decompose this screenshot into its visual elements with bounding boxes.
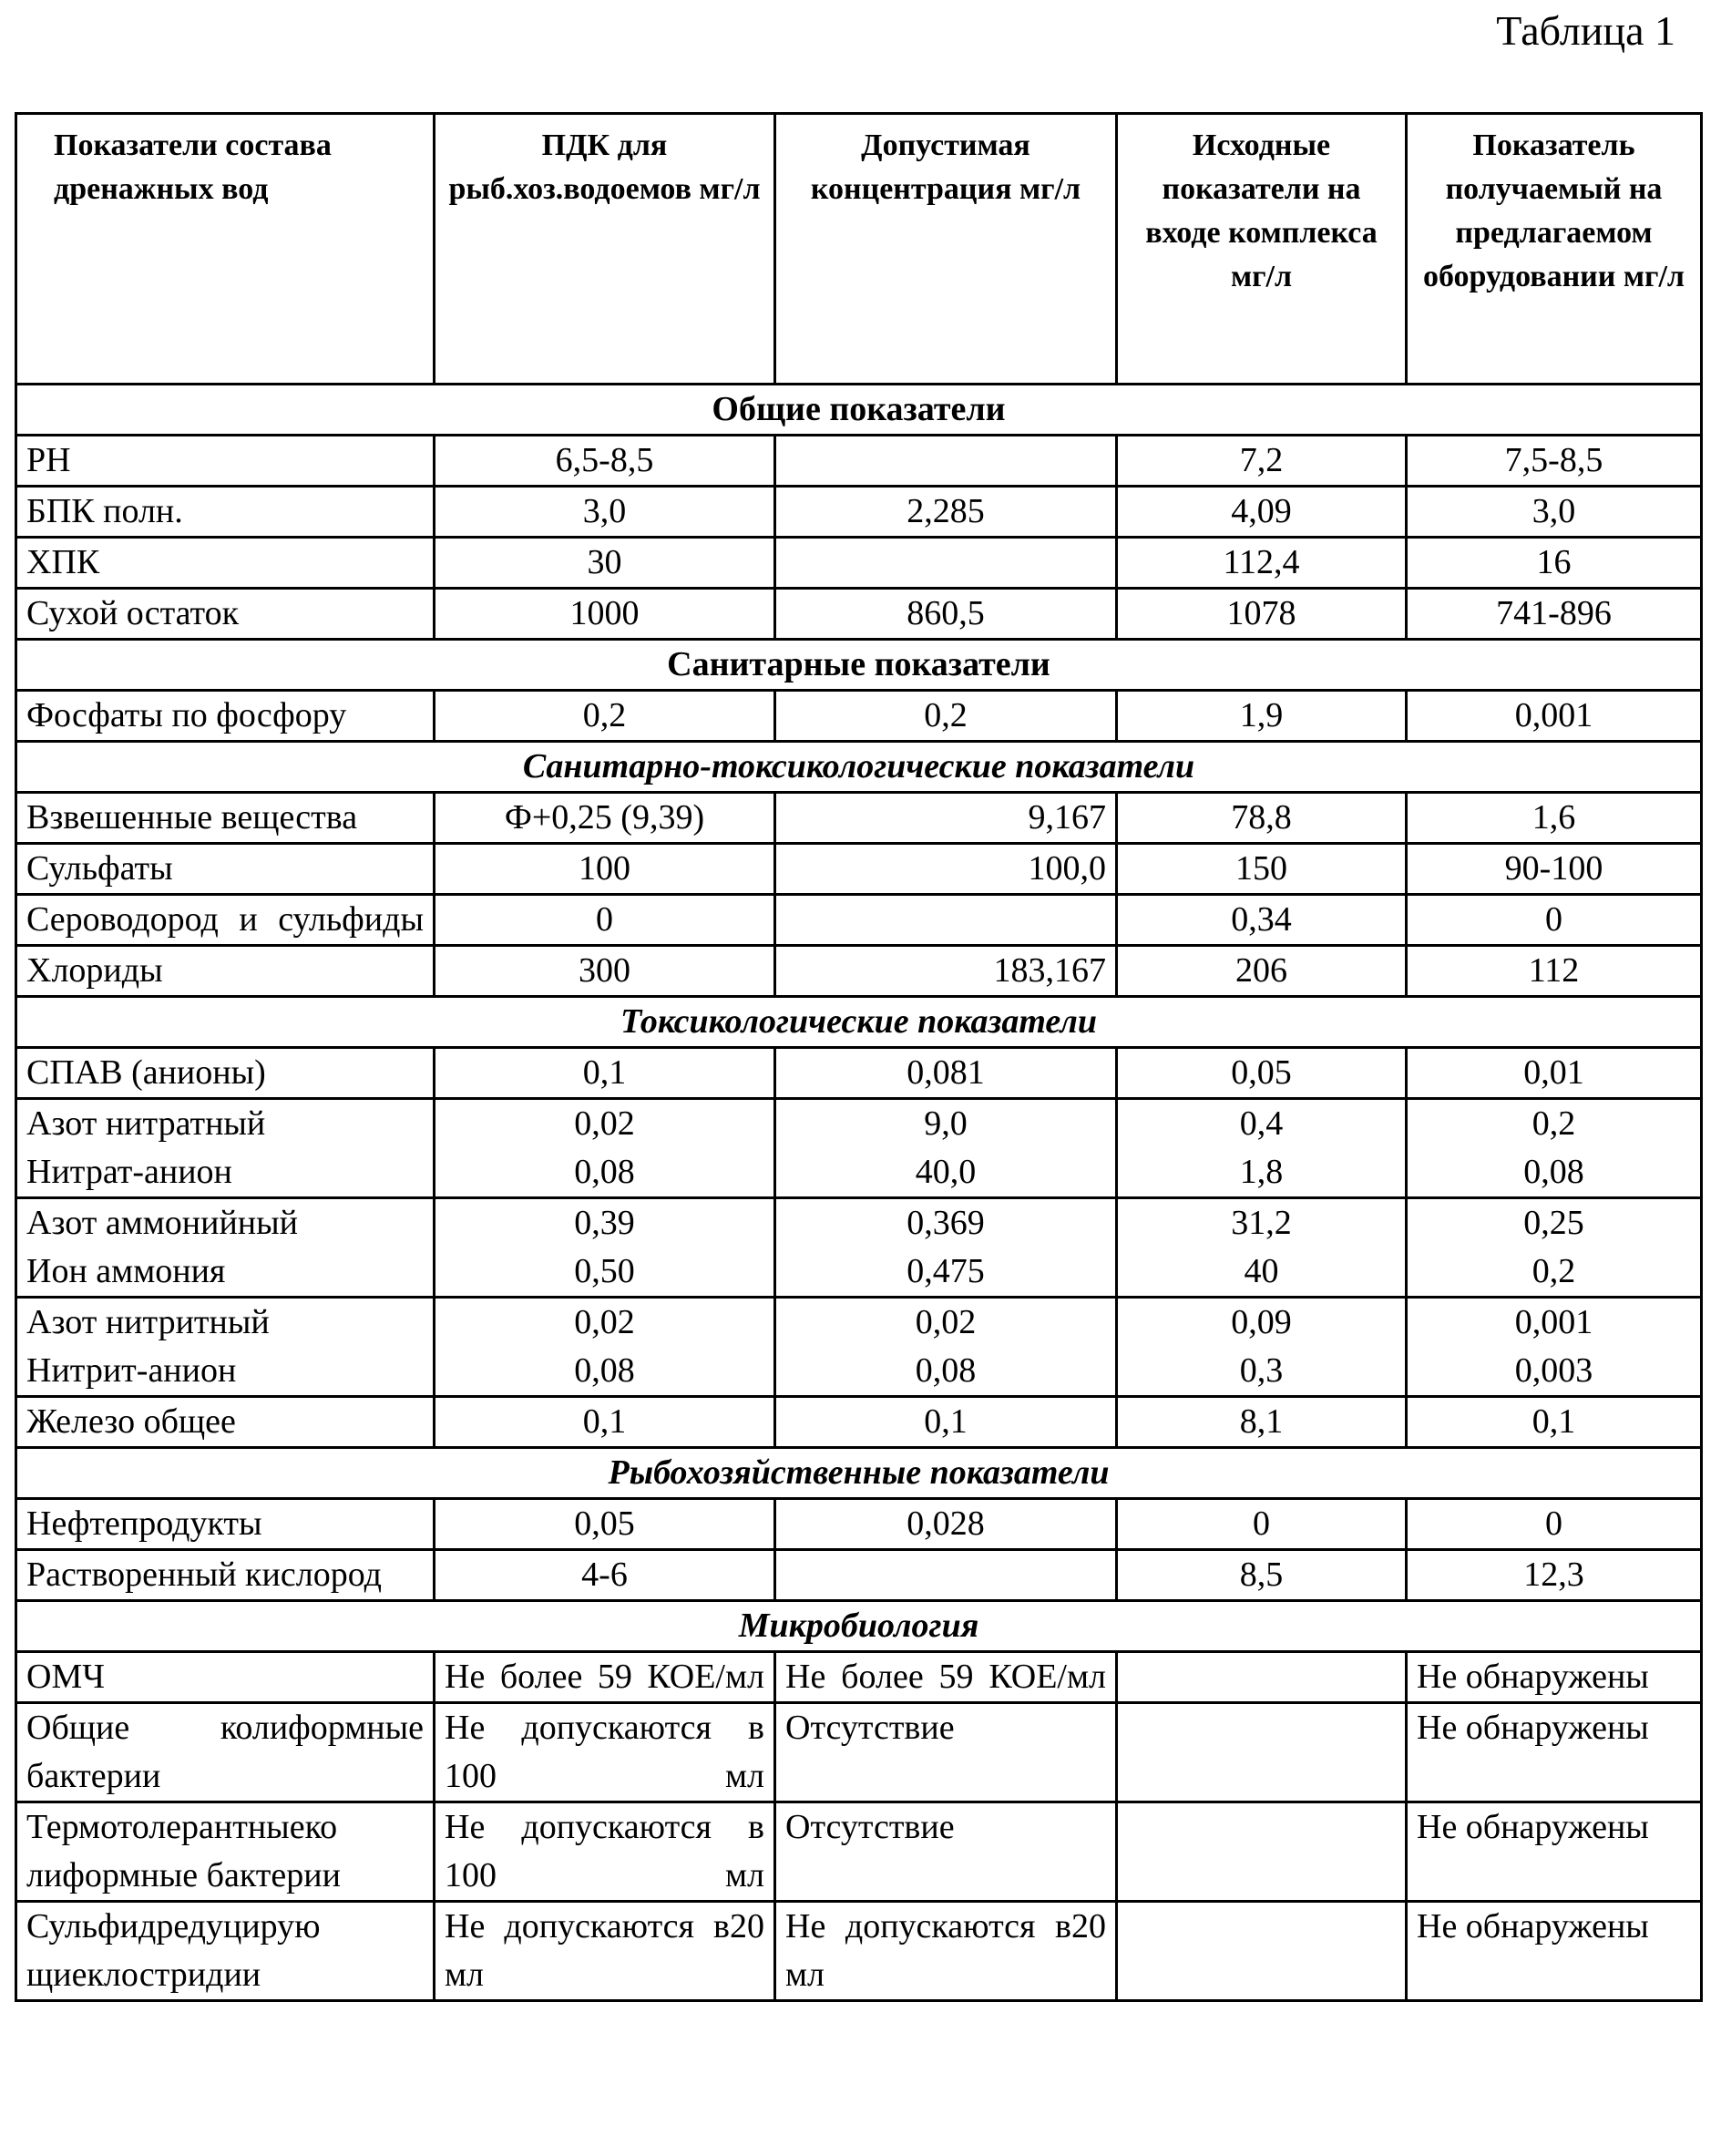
cell-mpc: 0,2 [435, 691, 775, 742]
water-quality-table [15, 112, 1703, 2002]
row-label-line: Нитрат-анион [26, 1153, 232, 1191]
column-header-result: Показатель получаемый на предлагаемом оборудовании мг/л [1407, 114, 1702, 385]
row-label [16, 1298, 435, 1397]
table-row [16, 487, 1702, 538]
cell-result: Не обнаружены [1407, 1703, 1702, 1802]
cell-value: 0,369 [907, 1204, 985, 1242]
section-fishery: Рыбохозяйственные показатели [16, 1448, 1702, 1499]
cell-allowed [775, 895, 1117, 946]
row-label-line: Азот нитратный [26, 1104, 266, 1143]
table-row [16, 895, 1702, 946]
cell-result: Не обнаружены [1407, 1802, 1702, 1902]
cell-result: 90-100 [1407, 844, 1702, 895]
cell-result: 7,5-8,5 [1407, 436, 1702, 487]
cell-mpc: 3,0 [435, 487, 775, 538]
cell-value: 0,08 [574, 1351, 635, 1390]
cell-value: 31,2 [1231, 1204, 1292, 1242]
cell-allowed: 0,081 [775, 1048, 1117, 1099]
row-label-line: Азот аммонийный [26, 1204, 299, 1242]
section-row [16, 385, 1702, 436]
cell-result [1407, 1198, 1702, 1298]
cell-mpc: 0,1 [435, 1048, 775, 1099]
cell-result: 12,3 [1407, 1550, 1702, 1601]
row-label-line: Азот нитритный [26, 1303, 270, 1341]
cell-value: 0,475 [907, 1252, 985, 1290]
cell-result: 0 [1407, 1499, 1702, 1550]
cell-mpc [435, 1099, 775, 1198]
cell-initial: 1078 [1117, 589, 1407, 640]
cell-value: 0,08 [574, 1153, 635, 1191]
table-row [16, 538, 1702, 589]
column-header-initial: Исходные показатели на входе комплекса мг/л [1117, 114, 1407, 385]
cell-allowed: Отсутствие [775, 1703, 1117, 1802]
cell-mpc: Не допускаются в20 мл [435, 1902, 775, 2001]
table-row [16, 589, 1702, 640]
table-row [16, 1902, 1702, 2001]
header-row [16, 114, 1702, 385]
row-label: ОМЧ [16, 1652, 435, 1703]
table-row [16, 1499, 1702, 1550]
cell-mpc [435, 1298, 775, 1397]
cell-result: 112 [1407, 946, 1702, 997]
cell-initial [1117, 1652, 1407, 1703]
table-row [16, 691, 1702, 742]
cell-mpc: Не допускаются в 100 мл [435, 1703, 775, 1802]
cell-initial: 0,34 [1117, 895, 1407, 946]
cell-allowed: 9,167 [775, 793, 1117, 844]
cell-allowed: Не допускаются в20 мл [775, 1902, 1117, 2001]
section-row [16, 640, 1702, 691]
cell-result: 741-896 [1407, 589, 1702, 640]
cell-initial: 206 [1117, 946, 1407, 997]
cell-mpc: 4-6 [435, 1550, 775, 1601]
table-row [16, 436, 1702, 487]
section-row [16, 1601, 1702, 1652]
section-row [16, 742, 1702, 793]
row-label-line: Нитрит-анион [26, 1351, 237, 1390]
table-row [16, 793, 1702, 844]
row-label: Фосфаты по фосфору [16, 691, 435, 742]
cell-mpc: 100 [435, 844, 775, 895]
section-sanitary: Санитарные показатели [16, 640, 1702, 691]
table-row [16, 1802, 1702, 1902]
section-general: Общие показатели [16, 385, 1702, 436]
cell-initial [1117, 1298, 1407, 1397]
cell-result [1407, 1298, 1702, 1397]
row-label: Растворенный кислород [16, 1550, 435, 1601]
cell-allowed [775, 1198, 1117, 1298]
cell-value: 0,02 [574, 1104, 635, 1143]
cell-mpc: 0,1 [435, 1397, 775, 1448]
cell-allowed [775, 1099, 1117, 1198]
table-caption: Таблица 1 [1496, 7, 1675, 54]
cell-mpc: Не более 59 КОЕ/мл [435, 1652, 775, 1703]
cell-initial: 78,8 [1117, 793, 1407, 844]
cell-initial: 0,05 [1117, 1048, 1407, 1099]
cell-allowed: 860,5 [775, 589, 1117, 640]
cell-allowed: 0,028 [775, 1499, 1117, 1550]
cell-result: 16 [1407, 538, 1702, 589]
cell-allowed: 0,1 [775, 1397, 1117, 1448]
table-row [16, 1397, 1702, 1448]
cell-value: 0,4 [1239, 1104, 1284, 1143]
cell-allowed: 2,285 [775, 487, 1117, 538]
row-label: БПК полн. [16, 487, 435, 538]
cell-value: 0,25 [1523, 1204, 1584, 1242]
cell-allowed [775, 1550, 1117, 1601]
cell-value: 0,3 [1239, 1351, 1284, 1390]
cell-initial: 4,09 [1117, 487, 1407, 538]
cell-value: 0,39 [574, 1204, 635, 1242]
row-label: СПАВ (анионы) [16, 1048, 435, 1099]
cell-mpc: 300 [435, 946, 775, 997]
table-row [16, 1099, 1702, 1198]
cell-result: 0,1 [1407, 1397, 1702, 1448]
cell-mpc: 0,05 [435, 1499, 775, 1550]
row-label: Термотолерантныеко лиформные бактерии [16, 1802, 435, 1902]
cell-allowed: Не более 59 КОЕ/мл [775, 1652, 1117, 1703]
cell-initial [1117, 1099, 1407, 1198]
section-row [16, 1448, 1702, 1499]
cell-initial [1117, 1802, 1407, 1902]
cell-result: 0 [1407, 895, 1702, 946]
cell-result [1407, 1099, 1702, 1198]
table-row [16, 1703, 1702, 1802]
cell-result: Не обнаружены [1407, 1652, 1702, 1703]
cell-value: 0,08 [915, 1351, 977, 1390]
cell-mpc: 30 [435, 538, 775, 589]
row-label: Общие колиформные бактерии [16, 1703, 435, 1802]
cell-value: 9,0 [924, 1104, 968, 1143]
cell-result: 0,01 [1407, 1048, 1702, 1099]
row-label: Хлориды [16, 946, 435, 997]
cell-mpc [435, 1198, 775, 1298]
column-header-mpc: ПДК для рыб.хоз.водоемов мг/л [435, 114, 775, 385]
cell-initial: 150 [1117, 844, 1407, 895]
table-row [16, 844, 1702, 895]
row-label: ХПК [16, 538, 435, 589]
cell-value: 0,50 [574, 1252, 635, 1290]
row-label: Сероводород и сульфиды [16, 895, 435, 946]
cell-initial: 0 [1117, 1499, 1407, 1550]
row-label [16, 1198, 435, 1298]
cell-initial [1117, 1902, 1407, 2001]
table-row [16, 946, 1702, 997]
cell-allowed: 0,2 [775, 691, 1117, 742]
cell-value: 0,2 [1531, 1252, 1576, 1290]
section-row [16, 997, 1702, 1048]
cell-allowed: 183,167 [775, 946, 1117, 997]
cell-result: 0,001 [1407, 691, 1702, 742]
row-label: Железо общее [16, 1397, 435, 1448]
cell-mpc: Ф+0,25 (9,39) [435, 793, 775, 844]
cell-result: 3,0 [1407, 487, 1702, 538]
cell-result: 1,6 [1407, 793, 1702, 844]
table-row [16, 1550, 1702, 1601]
cell-value: 0,09 [1231, 1303, 1292, 1341]
row-label: Сульфидредуцирую щиеклостридии [16, 1902, 435, 2001]
cell-initial: 7,2 [1117, 436, 1407, 487]
cell-initial [1117, 1198, 1407, 1298]
row-label: Сульфаты [16, 844, 435, 895]
column-header-allowed: Допустимая концентрация мг/л [775, 114, 1117, 385]
cell-value: 0,08 [1523, 1153, 1584, 1191]
cell-mpc: 6,5-8,5 [435, 436, 775, 487]
cell-value: 0,001 [1514, 1303, 1593, 1341]
cell-initial: 112,4 [1117, 538, 1407, 589]
table-row [16, 1048, 1702, 1099]
row-label: Взвешенные вещества [16, 793, 435, 844]
table-row [16, 1652, 1702, 1703]
cell-initial: 8,1 [1117, 1397, 1407, 1448]
cell-allowed [775, 538, 1117, 589]
table-row [16, 1198, 1702, 1298]
cell-allowed: Отсутствие [775, 1802, 1117, 1902]
cell-value: 40 [1244, 1252, 1279, 1290]
cell-value: 0,02 [915, 1303, 977, 1341]
cell-initial: 1,9 [1117, 691, 1407, 742]
cell-initial: 8,5 [1117, 1550, 1407, 1601]
row-label: Нефтепродукты [16, 1499, 435, 1550]
section-toxicological: Токсикологические показатели [16, 997, 1702, 1048]
cell-result: Не обнаружены [1407, 1902, 1702, 2001]
row-label: Сухой остаток [16, 589, 435, 640]
section-microbiology: Микробиология [16, 1601, 1702, 1652]
row-label-line: Ион аммония [26, 1252, 226, 1290]
cell-allowed [775, 436, 1117, 487]
cell-value: 40,0 [915, 1153, 977, 1191]
cell-value: 0,003 [1514, 1351, 1593, 1390]
cell-mpc: 0 [435, 895, 775, 946]
row-label: РН [16, 436, 435, 487]
row-label [16, 1099, 435, 1198]
cell-initial [1117, 1703, 1407, 1802]
cell-allowed: 100,0 [775, 844, 1117, 895]
cell-value: 1,8 [1239, 1153, 1284, 1191]
cell-mpc: 1000 [435, 589, 775, 640]
section-sanitary-toxicological: Санитарно-токсикологические показатели [16, 742, 1702, 793]
column-header-indicator: Показатели состава дренажных вод [16, 114, 435, 385]
table-row [16, 1298, 1702, 1397]
cell-value: 0,02 [574, 1303, 635, 1341]
cell-allowed [775, 1298, 1117, 1397]
cell-mpc: Не допускаются в 100 мл [435, 1802, 775, 1902]
cell-value: 0,2 [1531, 1104, 1576, 1143]
